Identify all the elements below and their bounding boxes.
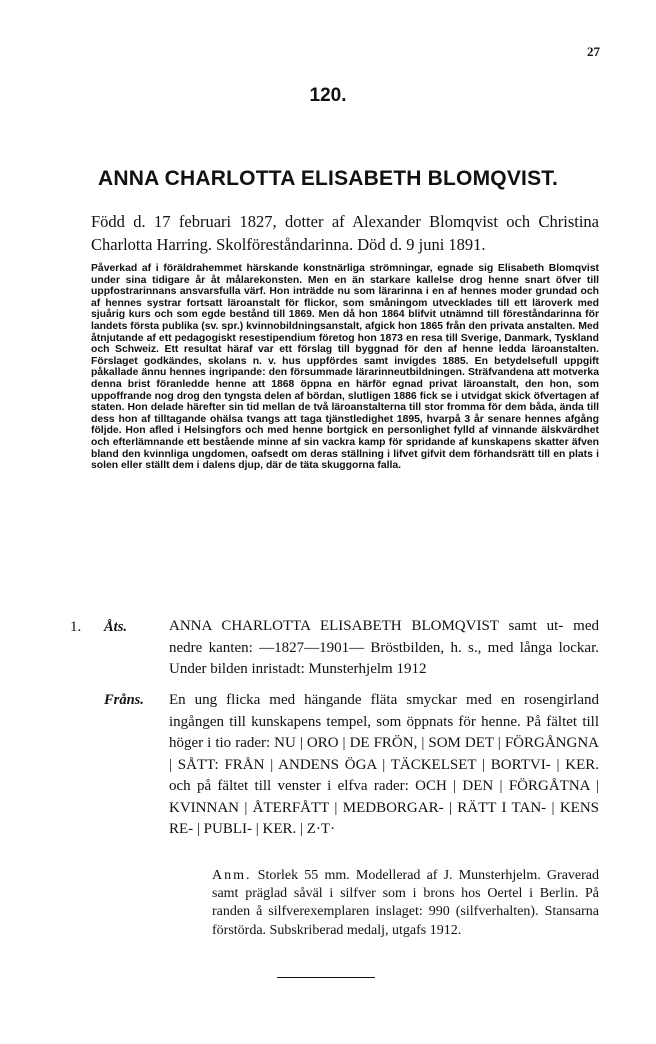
medal-note — [212, 867, 599, 940]
note-label: Anm. — [212, 868, 252, 883]
intro-paragraph: Född d. 17 februari 1827, dotter af Alexander Blomqvist och Christina Charlotta Harring. Skolföreståndarinna. Död d. 9 juni 1891. — [91, 212, 599, 254]
page-number: 27 — [587, 44, 600, 59]
entry-number: 120. — [309, 85, 347, 106]
person-heading: ANNA CHARLOTTA ELISABETH BLOMQVIST. — [97, 167, 559, 190]
reverse-label: Fråns. — [104, 692, 144, 708]
reverse-description: En ung flicka med hängande fläta smyckar med en rosengirland ingången till kunskapens tempel, som öppnats för henne. På fältet till höger i tio rader: NU | ORO | DE FRÖN, | SOM DET | FÖRGÅNGNA | SÅTT: FRÅN | ANDENS ÖGA | TÄCKELSET | BORTVI- | KER. och på fältet till venster i elfva rader: OCH | DEN | FÖRGÅTNA | KVINNAN | ÅTERFÅTT | MEDBORGAR- | RÄTT I TAN- | KENS RE- | PUBLI- | KER. | Z·T· — [169, 692, 599, 837]
obverse-label: Åts. — [104, 619, 127, 635]
note-text: Storlek 55 mm. Modellerad af J. Munsterhjelm. Graverad samt präglad såväl i silfver som i brons hos Oertel i Berlin. På randen å silfverexemplaren inslaget: 990 (silfverhalten). Stansarna förstörda. Subskriberad medalj, utgafs 1912. — [212, 868, 600, 938]
divider-rule — [277, 977, 375, 978]
biography-paragraph: Påverkad af i föräldrahemmet härskande konstnärliga strömningar, egnade sig Elisabeth Blomqvist under sina tidigare år åt målarekonsten. Men en än starkare kallelse drog henne snart öfver till uppfostrarinnans ansvarsfulla värf. Hon inträdde nu som lärarinna i en af hennes moder grundad och af hennes systrar fortsatt läroanstalt för flickor, som småningom utvecklades till ett läroverk med sjuårig kurs och som egde bestånd till 1869. Men då hon 1864 blifvit utnämnd till föreståndarinna för landets första publika (sv. spr.) kvinnobildningsanstalt, afgick hon 1865 från den privata anstalten. Med åtnjutande af ett pedagogiskt resestipendium företog hon 1873 en resa till Sverige, Danmark, Tyskland och Schweiz. Ett resultat häraf var ett förslag till byggnad för den af henne ledda läroanstalten. Förslaget godkändes, skolans n. v. hus uppfördes samt invigdes 1885. En betydelsefull uppgift påkallade ännu hennes ingripande: den försummade lärarinneutbildningen. Sträfvandena att motverka denna brist föranledde henne att 1868 öppna en härför egnad privat läroanstalt, den hon, som uppoffrande nog drog den tyngsta delen af bördan, slutligen 1886 fick se i utvidgat skick öfvertagen af staten. Hon delade härefter sin tid mellan de två läroanstalterna till stor fromma för dem båda, ända till dess hon af tilltagande ohälsa tvangs att taga tjänstledighet 1895, hvarpå 3 år senare hennes afgång följde. Hon afled i Helsingfors och med henne bortgick en personlighet fylld af vinnande älskvärdhet och efterlämnande ett bestående minne af sin vackra kamp för spridande af kunskapens skatter äfven bland den kvinnliga ungdomen, oafsedt om deras ställning i lifvet gifvit dem förhandsrätt till en plats i solen eller ställt dem i dalens djup, där de täta skuggorna falla. — [91, 263, 599, 472]
obverse-description: ANNA CHARLOTTA ELISABETH BLOMQVIST samt ut- med nedre kanten: —1827—1901— Bröstbilden, h. s., med långa lockar. Under bilden inristadt: Munsterhjelm 1912 — [169, 618, 599, 677]
medal-item-number: 1. — [70, 619, 82, 635]
